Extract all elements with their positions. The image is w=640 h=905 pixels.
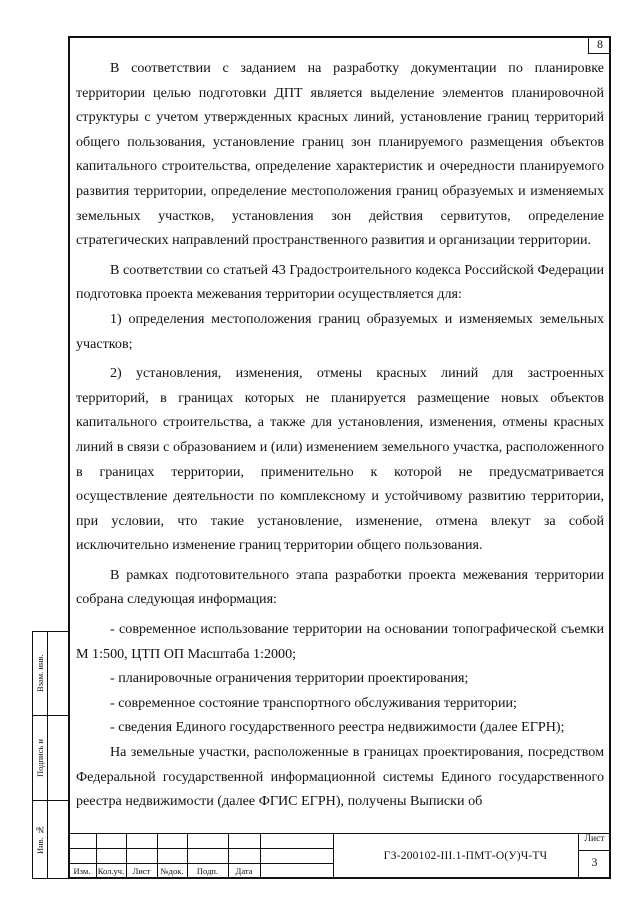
stamp-col-ndok: №док. [160, 866, 184, 876]
left-margin-row-line [32, 715, 68, 716]
left-margin-row-line [32, 800, 68, 801]
stamp-sheet-value: 3 [591, 855, 598, 869]
info-item-restrictions: - планировочные ограничения территории проектирования; [110, 670, 469, 687]
label-podpis: Подпись и [35, 739, 45, 777]
stamp-col-izm: Изм. [73, 866, 91, 876]
document-body [76, 56, 604, 814]
paragraph-land-plots: На земельные участки, расположенные в границах проектирования, посредством Федеральной государственной информационной системы Единого государственного реестра недвижимости (далее ФГИС ЕГРН), получены Выписки об [76, 744, 604, 810]
stamp-col-kol-uch: Кол.уч. [97, 866, 125, 876]
info-item-transport: - современное состояние транспортного обслуживания территории; [110, 694, 517, 711]
paragraph-purpose: В соответствии с заданием на разработку документации по планировке территории целью подготовки ДПТ является выделение элементов планировочной структуры с учетом утвержденных красных линий, установление границ территорий общего пользования, установление границ зон планируемого размещения объектов капитального строительства, определение характеристик и очередности планируемого развития территории, определение местоположения границ образуемых и изменяемых земельных участков, установления зон действия сервитутов, определение стратегических направлений пространственного развития и организации территории. [76, 60, 604, 249]
list-item-2: 2) установления, изменения, отмены красных линий для застроенных территорий, в границах которых не планируется размещение новых объектов капитального строительства, а также для установления, изменения, отмены красных линий в связи с образованием и (или) изменением земельного участка, расположенного в границах территории, применительно к которой не предусматривается осуществление деятельности по комплексному и устойчивому развитию территории, при условии, что такие установление, изменение, отмена влекут за собой исключительно изменение границ территории общего пользования. [76, 365, 604, 554]
label-inv-no: Инв. № [35, 825, 45, 855]
label-vzam-inv: Взам. инв. [35, 654, 45, 692]
list-item-1: 1) определения местоположения границ образуемых и изменяемых земельных участков; [76, 310, 604, 352]
stamp-col-podp: Подп. [196, 866, 219, 876]
stamp-col-data: Дата [235, 866, 253, 876]
title-block-stamp [68, 833, 611, 879]
document-code: ГЗ-200102-III.1-ПМТ-О(У)Ч-ТЧ [383, 850, 548, 862]
stamp-col-list: Лист [132, 866, 151, 876]
sheet-number-box: 8 [588, 36, 611, 54]
info-item-topography: - современное использование территории на основании топографической съемки М 1:500, ЦТП ОП Масштаба 1:2000; [76, 621, 604, 662]
paragraph-prep-stage: В рамках подготовительного этапа разработки проекта межевания территории собрана следующая информация: [76, 566, 604, 608]
stamp-sheet-label: Лист [584, 834, 605, 844]
info-item-egrn: - сведения Единого государственного реестра недвижимости (далее ЕГРН); [110, 719, 565, 736]
paragraph-article-43: В соответствии со статьей 43 Градостроительного кодекса Российской Федерации подготовка проекта межевания территории осуществляется для: [76, 261, 604, 303]
